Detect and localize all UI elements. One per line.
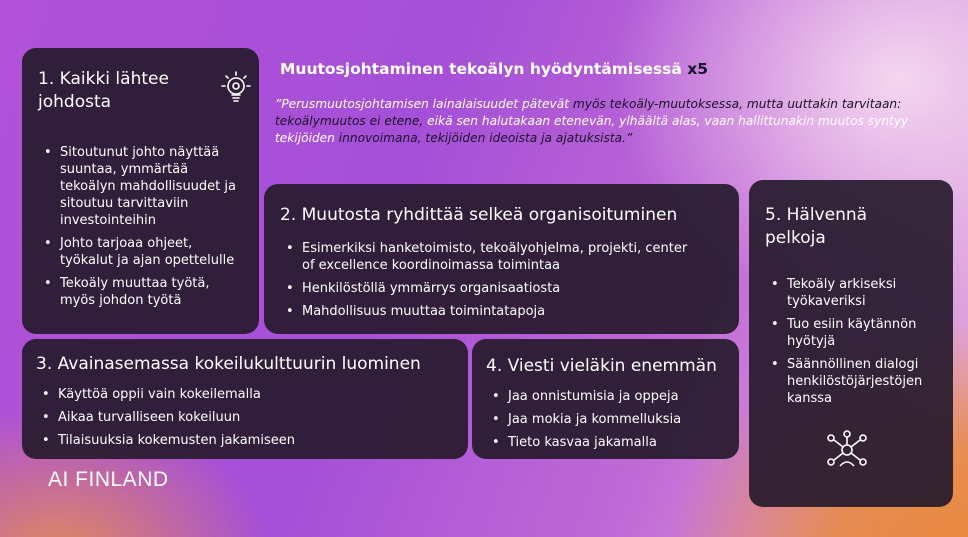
network-people-icon [825, 430, 869, 470]
list-item: • Henkilöstöllä ymmärrys organisaatiosta [280, 280, 723, 297]
card-5-list [765, 276, 939, 407]
card-4-list [486, 388, 725, 451]
list-item: • Mahdollisuus muuttaa toimintatapoja [280, 303, 723, 320]
quote-part-3: eikä sen halutakaan etenevän, ylhäältä alas, vaan hallittunakin muutos syntyy tekijöiden [275, 114, 909, 145]
card-4-heading: 4. Viesti vieläkin enemmän [486, 356, 717, 376]
list-item: • Sitoutunut johto näyttää suuntaa, ymmärtää tekoälyn mahdollisuudet ja sitoutuu tarvittaviin investointeihin [38, 144, 245, 229]
lightbulb-gear-icon [218, 70, 254, 106]
list-item: • Jaa onnistumisia ja oppeja [486, 388, 725, 405]
list-item: • Jaa mokia ja kommelluksia [486, 411, 725, 428]
title-suffix: x5 [687, 60, 709, 78]
list-item: • Tuo esiin käytännön hyötyjä [765, 316, 939, 350]
quote-part-1: ”Perusmuutosjohtamisen lainalaisuudet pätevät [275, 97, 573, 111]
card-experimentation [22, 339, 468, 459]
quote [275, 96, 955, 147]
card-2-heading: 2. Muutosta ryhdittää selkeä organisoituminen [280, 205, 678, 225]
list-item: • Esimerkiksi hanketoimisto, tekoälyohjelma, projekti, center of excellence koordinoimassa toimintaa [280, 240, 702, 274]
card-1-heading: 1. Kaikki lähtee johdosta [38, 69, 169, 112]
list-item: • Tekoäly arkiseksi työkaveriksi [765, 276, 939, 310]
list-item: • Aikaa turvalliseen kokeiluun [36, 409, 454, 426]
title-text: Muutosjohtaminen tekoälyn hyödyntämisessä [280, 60, 682, 78]
list-item: • Tekoäly muuttaa työtä, myös johdon työtä [38, 275, 245, 309]
card-fears [749, 180, 953, 507]
list-item: • Johto tarjoaa ohjeet, työkalut ja ajan opettelulle [38, 235, 245, 269]
quote-part-4: innovoimana, tekijöiden ideoista ja ajatuksista.” [338, 131, 633, 145]
card-5-heading: 5. Hälvennä pelkoja [765, 205, 868, 248]
card-2-list [280, 240, 723, 320]
list-item: • Tieto kasvaa jakamalla [486, 434, 725, 451]
quote-part-2: myös tekoäly-muutoksessa, mutta uuttakin tarvitaan: tekoälymuutos ei etene, [275, 97, 902, 128]
card-3-list [36, 386, 454, 449]
list-item: • Säännöllinen dialogi henkilöstöjärjestöjen kanssa [765, 356, 939, 407]
card-leadership [22, 48, 259, 334]
list-item: • Käyttöä oppii vain kokeilemalla [36, 386, 454, 403]
list-item: • Tilaisuuksia kokemusten jakamiseen [36, 432, 454, 449]
ai-finland-logo: AI FINLAND [48, 468, 169, 491]
card-3-heading: 3. Avainasemassa kokeilukulttuurin luominen [36, 354, 421, 374]
page-title [280, 60, 708, 78]
card-communication [472, 339, 739, 459]
card-1-list [38, 144, 245, 309]
card-organisation [264, 184, 739, 334]
